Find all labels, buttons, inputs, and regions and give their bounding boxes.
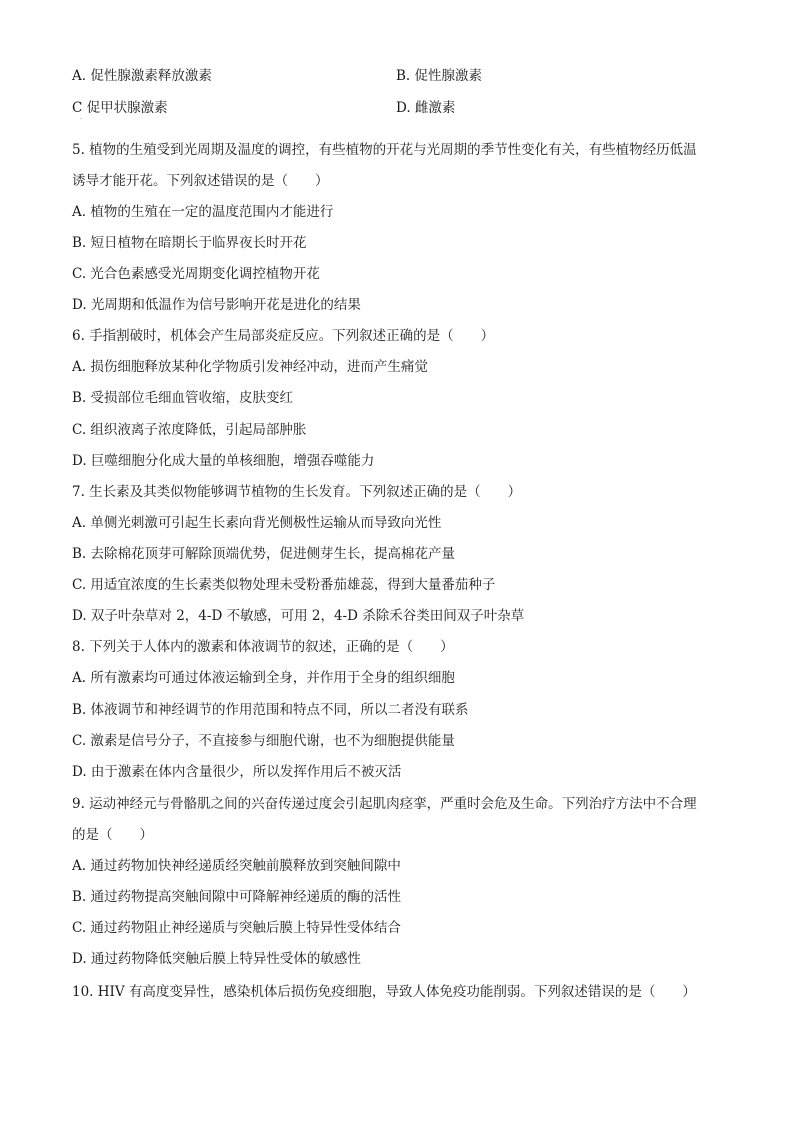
q5-stem-line2: 诱导才能开花。下列叙述错误的是（ ）	[72, 173, 329, 189]
q9-stem-line1: 9. 运动神经元与骨骼肌之间的兴奋传递过度会引起肌肉痉挛，严重时会危及生命。下列治疗方法中不合理	[72, 796, 697, 812]
q7-stem: 7. 生长素及其类似物能够调节植物的生长发育。下列叙述正确的是（ ）	[72, 484, 522, 500]
q9-stem-line2: 的是（ ）	[72, 827, 153, 843]
q7-option-b: B. 去除棉花顶芽可解除顶端优势，促进侧芽生长，提高棉花产量	[72, 546, 456, 562]
q8-option-d: D. 由于激素在体内含量很少，所以发挥作用后不被灭活	[72, 764, 402, 780]
q4-option-a: A. 促性腺激素释放激素	[72, 68, 212, 84]
q5-option-c: C. 光合色素感受光周期变化调控植物开花	[72, 266, 320, 282]
q6-stem: 6. 手指割破时，机体会产生局部炎症反应。下列叙述正确的是（ ）	[72, 328, 495, 344]
q9-option-c: C. 通过药物阻止神经递质与突触后膜上特异性受体结合	[72, 920, 401, 936]
q6-option-b: B. 受损部位毛细血管收缩，皮肤变红	[72, 390, 294, 406]
q8-stem: 8. 下列关于人体内的激素和体液调节的叙述，正确的是（ ）	[72, 639, 454, 655]
q4-option-b: B. 促性腺激素	[396, 68, 483, 84]
stray-mark: ·	[80, 116, 82, 123]
q10-stem: 10. HIV 有高度变异性，感染机体后损伤免疫细胞，导致人体免疫功能削弱。下列叙述错误的是（ ）	[72, 984, 696, 1000]
q7-option-d: D. 双子叶杂草对 2，4-D 不敏感，可用 2，4-D 杀除禾谷类田间双子叶杂草	[72, 608, 525, 624]
q4-option-d: D. 雌激素	[396, 100, 456, 116]
q7-option-a: A. 单侧光刺激可引起生长素向背光侧极性运输从而导致向光性	[72, 515, 442, 531]
q6-option-a: A. 损伤细胞释放某种化学物质引发神经冲动，进而产生痛觉	[72, 359, 428, 375]
q9-option-b: B. 通过药物提高突触间隙中可降解神经递质的酶的活性	[72, 889, 402, 905]
q9-option-a: A. 通过药物加快神经递质经突触前膜释放到突触间隙中	[72, 858, 401, 874]
q5-stem-line1: 5. 植物的生殖受到光周期及温度的调控，有些植物的开花与光周期的季节性变化有关，有些植物经历低温	[72, 142, 697, 158]
q9-option-d: D. 通过药物降低突触后膜上特异性受体的敏感性	[72, 951, 361, 967]
q4-option-c: C 促甲状腺激素	[72, 100, 168, 116]
q7-option-c: C. 用适宜浓度的生长素类似物处理未受粉番茄雄蕊，得到大量番茄种子	[72, 577, 496, 593]
q6-option-c: C. 组织液离子浓度降低，引起局部肿胀	[72, 422, 307, 438]
q8-option-c: C. 激素是信号分子，不直接参与细胞代谢，也不为细胞提供能量	[72, 733, 455, 749]
q5-option-b: B. 短日植物在暗期长于临界夜长时开花	[72, 235, 307, 251]
q8-option-a: A. 所有激素均可通过体液运输到全身，并作用于全身的组织细胞	[72, 670, 455, 686]
q6-option-d: D. 巨噬细胞分化成大量的单核细胞，增强吞噬能力	[72, 453, 375, 469]
q5-option-d: D. 光周期和低温作为信号影响开花是进化的结果	[72, 297, 361, 313]
q5-option-a: A. 植物的生殖在一定的温度范围内才能进行	[72, 204, 334, 220]
q8-option-b: B. 体液调节和神经调节的作用范围和特点不同，所以二者没有联系	[72, 702, 469, 718]
